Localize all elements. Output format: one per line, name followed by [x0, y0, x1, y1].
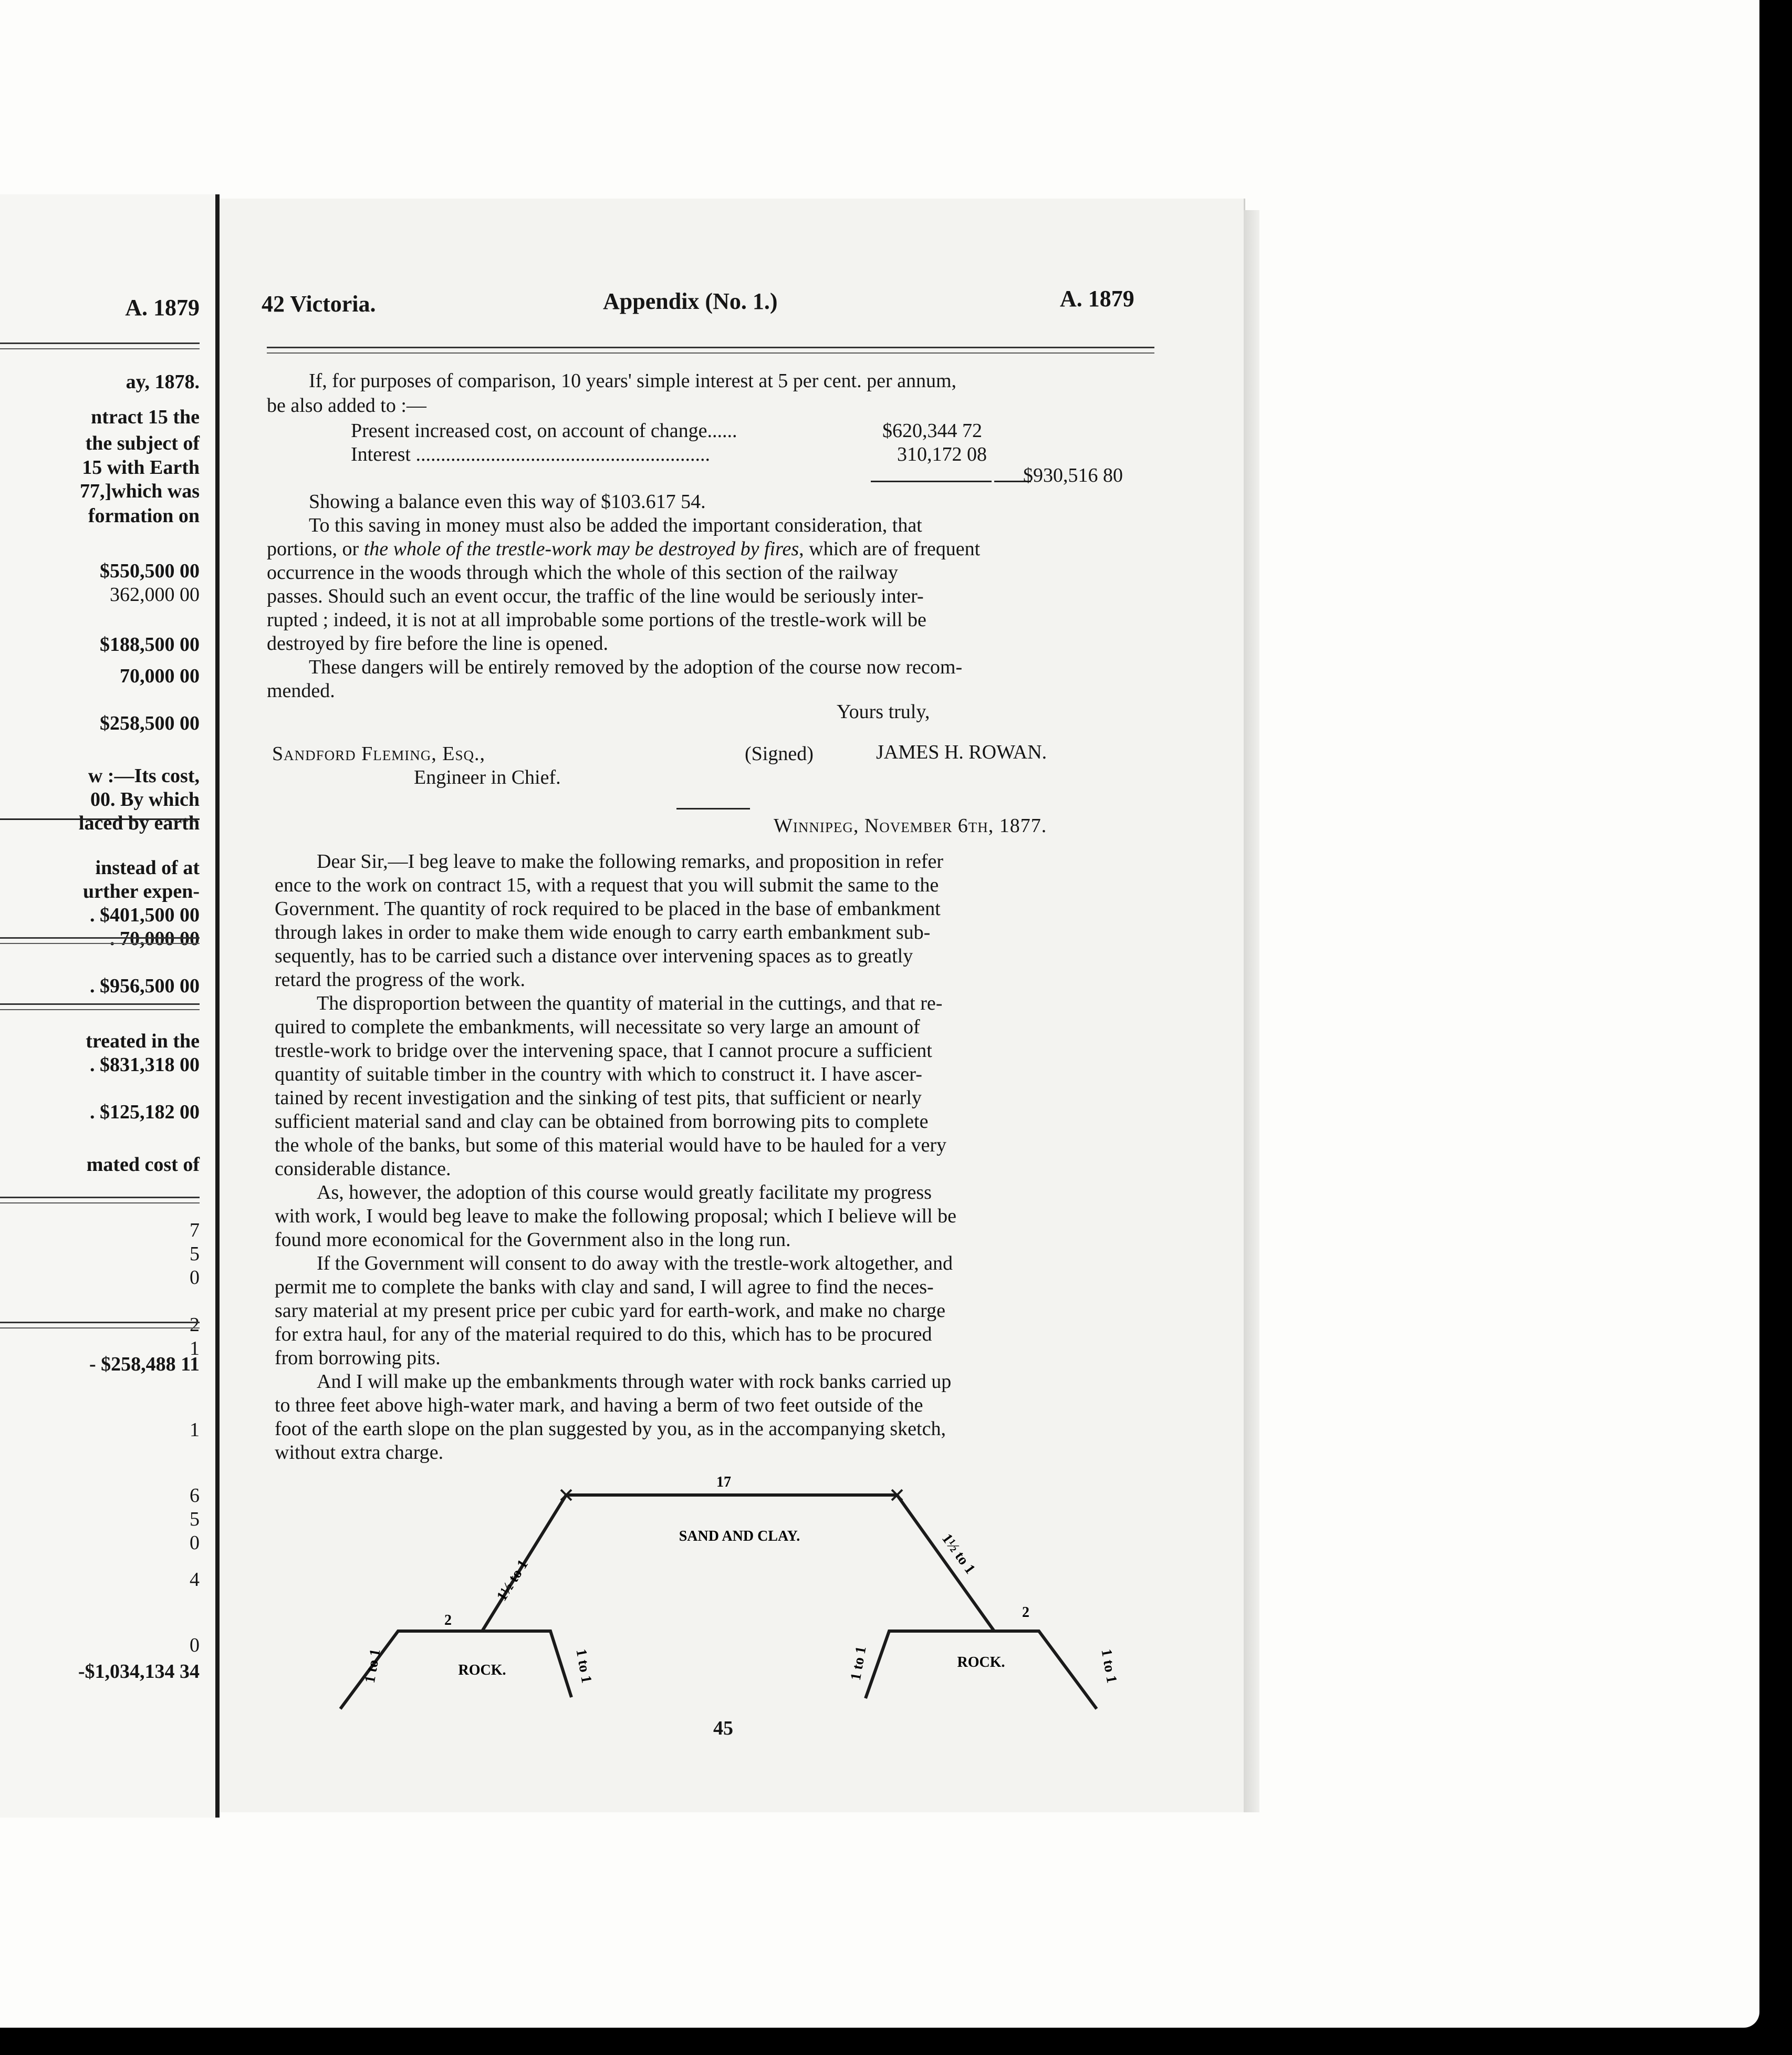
left-page-line: . $956,500 00	[90, 975, 200, 997]
left-page-line: . 70,000 00	[110, 928, 200, 950]
left-page-line: . $401,500 00	[90, 904, 200, 926]
left-page-line: . $831,318 00	[90, 1054, 200, 1076]
letter2-line: found more economical for the Government also in the long run.	[275, 1229, 791, 1251]
closing: Yours truly,	[837, 701, 930, 723]
intro-line-2: be also added to :—	[267, 395, 426, 417]
letter2-line: foot of the earth slope on the plan suggested by you, as in the accompanying sketch,	[275, 1418, 946, 1440]
left-rule-3	[0, 1003, 200, 1010]
letter2-line: trestle-work to bridge over the intervening space, that I cannot procure a sufficient	[275, 1040, 932, 1062]
letter1-line-6: rupted ; indeed, it is not at all improbable some portions of the trestle-work will be	[267, 609, 926, 631]
cost-item-label: Present increased cost, on account of change......	[351, 420, 737, 442]
addressee: Sandford Fleming, Esq.,	[272, 743, 485, 765]
left-page-line: 7	[190, 1219, 200, 1241]
left-page-line: 1	[190, 1337, 200, 1359]
letter2-line: for extra haul, for any of the material required to do this, which has to be procured	[275, 1323, 932, 1345]
letter2-line: Government. The quantity of rock required to be placed in the base of embankment	[275, 898, 941, 920]
top-width-label: 17	[716, 1474, 731, 1490]
left-page-line: 1	[190, 1419, 200, 1441]
left-page-line: 6	[190, 1485, 200, 1507]
left-page-line: $258,500 00	[100, 712, 200, 734]
letter2-line: sufficient material sand and clay can be obtained from borrowing pits to complete	[275, 1110, 929, 1133]
letter1-line-5: passes. Should such an event occur, the traffic of the line would be seriously inter-	[267, 585, 924, 607]
left-page-line: 15 with Earth	[82, 456, 200, 479]
left-rule-1	[0, 818, 200, 820]
header-right: A. 1879	[1060, 286, 1134, 312]
left-page-line: $188,500 00	[100, 634, 200, 656]
left-page-line: the subject of	[85, 432, 200, 454]
interest-label: Interest ...........................................................	[351, 443, 710, 465]
letter2-line: And I will make up the embankments through water with rock banks carried up	[317, 1371, 952, 1393]
left-page-line: 70,000 00	[120, 665, 200, 687]
addressee-title: Engineer in Chief.	[414, 766, 561, 788]
left-page-line: 5	[190, 1243, 200, 1265]
letter2-line: through lakes in order to make them wide enough to carry earth embankment sub-	[275, 921, 931, 943]
left-page-line: ay, 1878.	[126, 371, 200, 393]
header-left: 42 Victoria.	[262, 291, 376, 317]
left-page-line: w :—Its cost,	[88, 765, 200, 787]
left-header-rule	[0, 342, 200, 349]
left-page-line: treated in the	[86, 1030, 200, 1052]
letter2-line: without extra charge.	[275, 1441, 444, 1464]
interest-value: 310,172 08	[897, 443, 987, 465]
berm-label-left: 2	[444, 1612, 452, 1628]
letter2-line: As, however, the adoption of this course would greatly facilitate my progress	[317, 1181, 932, 1203]
left-page-line: 362,000 00	[110, 584, 200, 606]
letter1-line-3-text: portions, or the whole of the trestle-work may be destroyed by fires, which are of frequent	[267, 538, 981, 560]
signature: JAMES H. ROWAN.	[876, 741, 1047, 763]
intro-line-1: If, for purposes of comparison, 10 years' simple interest at 5 per cent. per annum,	[309, 370, 957, 392]
cost-item-value: $620,344 72	[882, 420, 982, 442]
left-page-line: $550,500 00	[100, 560, 200, 582]
emphasis-text: the whole of the trestle-work may be destroyed by fires	[363, 538, 799, 560]
document-page	[220, 199, 1245, 1812]
total-value: $930,516 80	[1023, 464, 1123, 486]
left-page-line: -$1,034,134 34	[78, 1660, 200, 1683]
left-page-line: laced by earth	[78, 812, 200, 834]
letter2-line: ence to the work on contract 15, with a request that you will submit the same to the	[275, 874, 939, 896]
slope-label-left: 1½ to 1	[493, 1556, 532, 1604]
rock-slope-label-1: 1 to 1	[361, 1647, 384, 1685]
left-page-line: 0	[190, 1267, 200, 1289]
letter1-line-2: To this saving in money must also be added the important consideration, that	[309, 514, 922, 536]
page-edge-shadow	[1244, 210, 1259, 1812]
left-rule-4	[0, 1197, 200, 1203]
letter2-line: sequently, has to be carried such a distance over intervening spaces as to greatly	[275, 945, 913, 967]
fill-label: SAND AND CLAY.	[679, 1528, 800, 1544]
letter2-line: quired to complete the embankments, will necessitate so very large an amount of	[275, 1016, 920, 1038]
left-page-line: 0	[190, 1532, 200, 1554]
rock-slope-label-3: 1 to 1	[847, 1645, 870, 1682]
left-page-line: mated cost of	[86, 1154, 200, 1176]
berm-label-right: 2	[1022, 1604, 1029, 1621]
left-rule-5	[0, 1322, 200, 1329]
rock-label-right: ROCK.	[957, 1654, 1005, 1670]
left-page-line: 77,]which was	[79, 480, 200, 502]
letter2-line: from borrowing pits.	[275, 1347, 441, 1369]
left-page-line: ntract 15 the	[91, 406, 200, 428]
letter2-line: The disproportion between the quantity of material in the cuttings, and that re-	[317, 992, 943, 1014]
page-number: 45	[713, 1717, 733, 1739]
left-page-line: urther expen-	[83, 880, 200, 902]
letter2-line: the whole of the banks, but some of this material would have to be hauled for a very	[275, 1134, 946, 1156]
letter1-line-7: destroyed by fire before the line is opened.	[267, 632, 608, 655]
left-rule-2	[0, 937, 200, 944]
left-page-line: 4	[190, 1569, 200, 1591]
left-page-fragment	[0, 194, 220, 1818]
letter2-line: tained by recent investigation and the sinking of test pits, that sufficient or nearly	[275, 1087, 922, 1109]
letter2-line: permit me to complete the banks with clay and sand, I will agree to find the neces-	[275, 1276, 934, 1298]
left-page-line: formation on	[88, 505, 200, 527]
earth-embankment-outline	[482, 1495, 994, 1631]
letter1-line-8: These dangers will be entirely removed by the adoption of the course now recom-	[309, 656, 963, 678]
rock-slope-label-2: 1 to 1	[572, 1647, 595, 1685]
left-page-header-year: A. 1879	[125, 295, 200, 320]
left-page-line: instead of at	[95, 857, 200, 879]
letter2-line: considerable distance.	[275, 1158, 451, 1180]
letter1-line-1: Showing a balance even this way of $103.617 54.	[309, 491, 706, 513]
slope-label-right: 1½ to 1	[938, 1530, 978, 1577]
dateline: Winnipeg, November 6th, 1877.	[774, 815, 1047, 837]
left-page-line: 2	[190, 1314, 200, 1336]
left-page-line: 00. By which	[90, 788, 200, 811]
letter2-line: If the Government will consent to do away with the trestle-work altogether, and	[317, 1252, 953, 1274]
rock-slope-label-4: 1 to 1	[1098, 1647, 1120, 1685]
letter2-line: with work, I would beg leave to make the following proposal; which I believe will be	[275, 1205, 957, 1227]
letter2-line: retard the progress of the work.	[275, 969, 525, 991]
left-page-line: - $258,488 11	[89, 1353, 200, 1375]
rock-label-left: ROCK.	[458, 1662, 506, 1678]
header-center: Appendix (No. 1.)	[603, 288, 778, 314]
left-page-line: 5	[190, 1508, 200, 1530]
letter2-line: quantity of suitable timber in the country with which to construct it. I have ascer-	[275, 1063, 922, 1085]
letter2-line: Dear Sir,—I beg leave to make the following remarks, and proposition in refer	[317, 850, 943, 873]
left-page-line: 0	[190, 1634, 200, 1656]
left-page-line: . $125,182 00	[90, 1101, 200, 1123]
signed-label: (Signed)	[745, 743, 814, 765]
letter1-line-9: mended.	[267, 680, 335, 702]
embankment-sketch	[220, 199, 1244, 1812]
letter1-line-4: occurrence in the woods through which the whole of this section of the railway	[267, 562, 898, 584]
letter2-line: sary material at my present price per cubic yard for earth-work, and make no charge	[275, 1300, 946, 1322]
letter2-line: to three feet above high-water mark, and having a berm of two feet outside of the	[275, 1394, 923, 1416]
